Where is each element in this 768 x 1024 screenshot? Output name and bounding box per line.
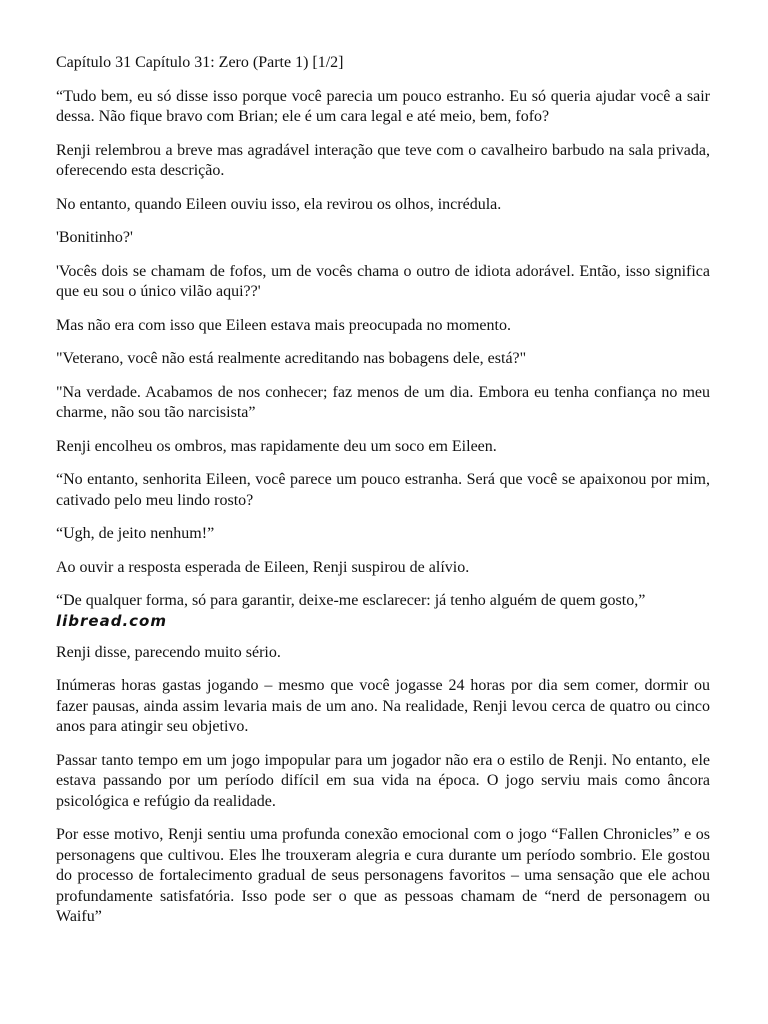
paragraph: Renji relembrou a breve mas agradável interação que teve com o cavalheiro barbudo na sala privada, oferecendo esta descrição.	[56, 141, 710, 179]
paragraph: "Na verdade. Acabamos de nos conhecer; faz menos de um dia. Embora eu tenha confiança no meu charme, não sou tão narcisista”	[56, 383, 710, 421]
paragraph: “No entanto, senhorita Eileen, você parece um pouco estranha. Será que você se apaixonou por mim, cativado pelo meu lindo rosto?	[56, 471, 710, 509]
paragraph: Por esse motivo, Renji sentiu uma profunda conexão emocional com o jogo “Fallen Chronicles” e os personagens que cultivou. Eles lhe trouxeram alegria e cura durante um período sombrio. Ele gostou do processo de fortalecimento gradual de seus personagens favoritos – uma sensação que ele achou profundamente satisfatória. Isso pode ser o que as pessoas chamam de “nerd de personagem ou Waifu”	[56, 826, 710, 925]
paragraph-with-watermark	[56, 591, 710, 630]
watermark-logo: libread.com	[56, 611, 167, 630]
paragraph: “De qualquer forma, só para garantir, deixe-me esclarecer: já tenho alguém de quem gosto,”	[56, 592, 646, 609]
paragraph: "Veterano, você não está realmente acreditando nas bobagens dele, está?"	[56, 350, 527, 367]
document-page	[56, 53, 710, 941]
chapter-title: Capítulo 31 Capítulo 31: Zero (Parte 1) [1/2]	[56, 54, 344, 71]
paragraph: Mas não era com isso que Eileen estava mais preocupada no momento.	[56, 316, 511, 334]
paragraph: 'Bonitinho?'	[56, 229, 133, 246]
paragraph: Renji disse, parecendo muito sério.	[56, 643, 281, 661]
paragraph: Ao ouvir a resposta esperada de Eileen, Renji suspirou de alívio.	[56, 558, 470, 576]
paragraph: Renji encolheu os ombros, mas rapidamente deu um soco em Eileen.	[56, 437, 497, 455]
paragraph: No entanto, quando Eileen ouviu isso, ela revirou os olhos, incrédula.	[56, 195, 502, 213]
paragraph: Passar tanto tempo em um jogo impopular para um jogador não era o estilo de Renji. No entanto, ele estava passando por um período difícil em sua vida na época. O jogo serviu mais como âncora psicológica e refúgio da realidade.	[56, 751, 710, 810]
paragraph: “Tudo bem, eu só disse isso porque você parecia um pouco estranho. Eu só queria ajudar você a sair dessa. Não fique bravo com Brian; ele é um cara legal e até meio, bem, fofo?	[56, 87, 710, 125]
paragraph: 'Vocês dois se chamam de fofos, um de vocês chama o outro de idiota adorável. Então, isso significa que eu sou o único vilão aqui??'	[56, 262, 710, 300]
paragraph: “Ugh, de jeito nenhum!”	[56, 525, 215, 542]
paragraph: Inúmeras horas gastas jogando – mesmo que você jogasse 24 horas por dia sem comer, dormir ou fazer pausas, ainda assim levaria mais de um ano. Na realidade, Renji levou cerca de quatro ou cinco anos para atingir seu objetivo.	[56, 677, 710, 735]
